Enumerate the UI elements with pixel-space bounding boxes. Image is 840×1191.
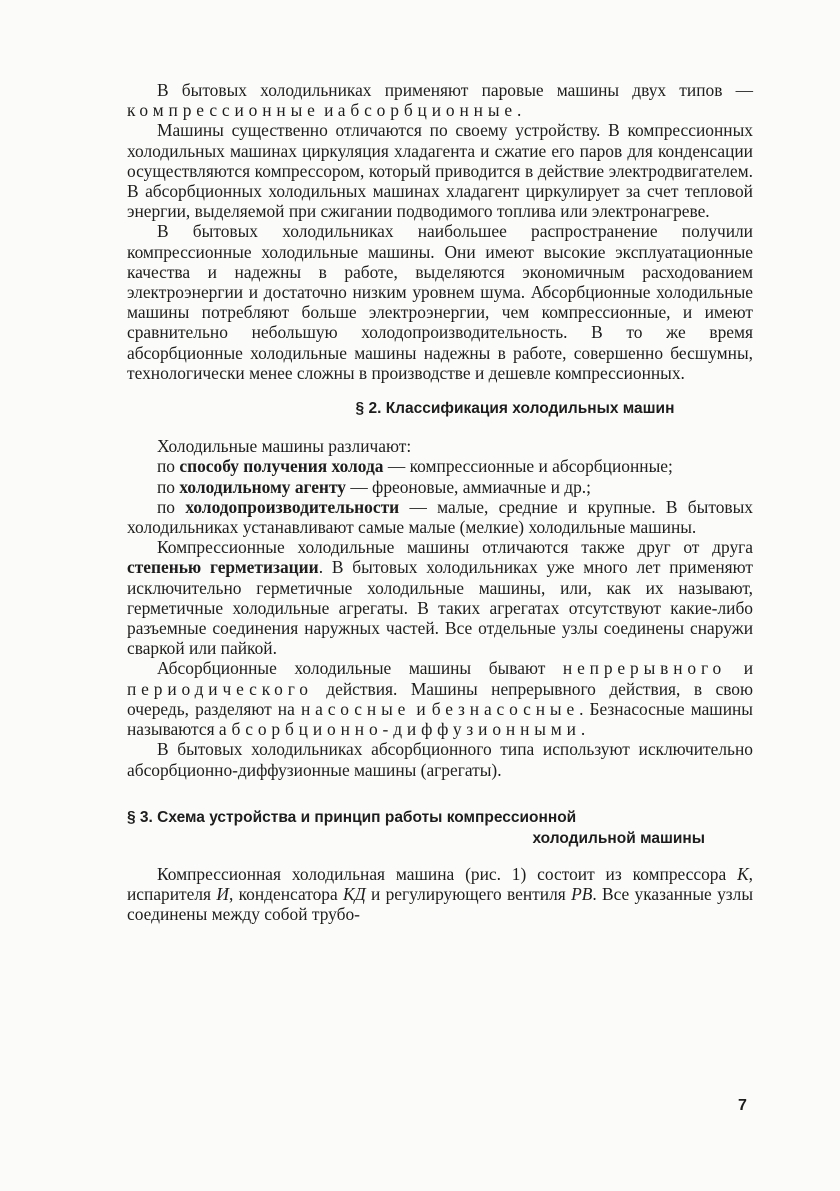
section-3-heading-line-2: холодильной машины (532, 829, 705, 847)
term-compression: компрессионные (127, 100, 320, 121)
paragraph-absorption-types: Абсорбционные холодильные машины бывают непрерывного и периодического действия. Машины непрерывного действия, в свою очередь, разделяют на насосные и безнасосные. Безнасосные машины называются абсорбционно-диффузионными. (127, 658, 754, 740)
paragraph-scheme: Компрессионная холодильная машина (рис. 1) состоит из компрессора К, испарителя И, конденсатора КД и регулирующего вентиля РВ. Все указанные узлы соединены между собой трубо- (127, 863, 753, 925)
term-absorption: абсорбционные (337, 100, 517, 121)
classification-item-refrigerant: по холодильному агенту — фреоновые, аммиачные и др.; (157, 476, 591, 497)
paragraph-machine-differences: Машины существенно отличаются по своему устройству. В компрессионных холодильных машинах циркуляция хладагента и сжатие его паров для конденсации осуществляются компрессором, который приводится в действие электродвигателем. В абсорбционных холодильных машинах хладагент циркулирует за счет тепловой энергии, выделяемой при сжигании подводимого топлива или электронагреве. (127, 120, 753, 222)
paragraph-hermetic: Компрессионные холодильные машины отличаются также друг от друга степенью герметизации. В бытовых холодильниках уже много лет применяют исключительно герметичные холодильные машины, или, как их называют, герметичные холодильные агрегаты. В таких агрегатах отсутствуют какие-либо разъемные соединения наружных частей. Все отдельные узлы соединены снаружи сваркой или пайкой. (127, 537, 753, 659)
classification-item-cold-method: по способу получения холода — компрессионные и абсорбционные; (157, 456, 673, 477)
section-3-heading-line-1: § 3. Схема устройства и принцип работы компрессионной (127, 808, 577, 826)
paragraph-diffusion-machines: В бытовых холодильниках абсорбционного типа используют исключительно абсорбционно-диффузионные машины (агрегаты). (127, 739, 753, 780)
section-2-heading: § 2. Классификация холодильных машин (355, 400, 675, 418)
classification-intro: Холодильные машины различают: (157, 436, 412, 457)
section-3-heading (127, 807, 753, 849)
page-number: 7 (738, 1097, 747, 1114)
classification-item-capacity: по холодопроизводительности — малые, средние и крупные. В бытовых холодильниках устанавливают самые малые (мелкие) холодильные машины. (127, 496, 753, 538)
paragraph-machine-types: В бытовых холодильниках применяют паровые машины двух типов — компрессионные и абсорбционные. (127, 80, 753, 121)
body-text (127, 80, 753, 924)
paragraph-compression-advantages: В бытовых холодильниках наибольшее распространение получили компрессионные холодильные машины. Они имеют высокие эксплуатационные качества и надежны в работе, выделяются экономичным расходованием электроэнергии и достаточно низким уровнем шума. Абсорбционные холодильные машины потребляют больше электроэнергии, чем компрессионные, и имеют сравнительно небольшую холодопроизводительность. В то же время абсорбционные холодильные машины надежны в работе, совершенно бесшумны, технологически менее сложны в производстве и дешевле компрессионных. (127, 221, 753, 383)
